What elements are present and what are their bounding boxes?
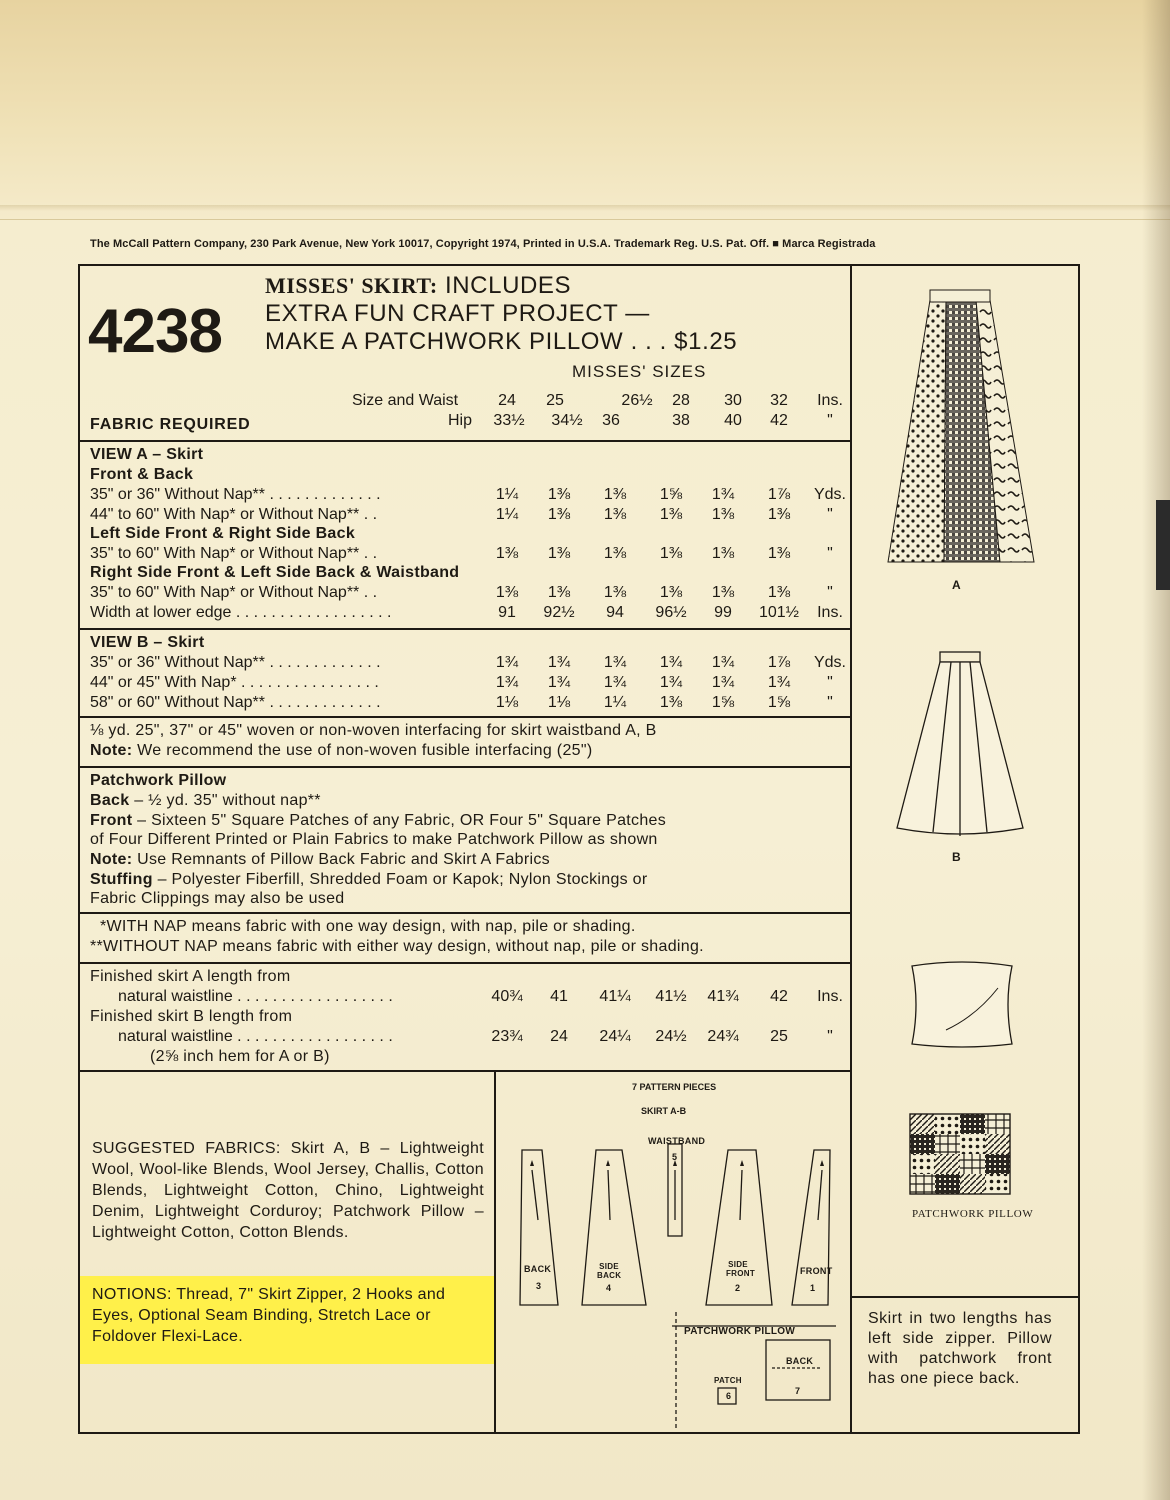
unit-cell: Ins.	[817, 988, 843, 1005]
table-cell: 41	[550, 988, 568, 1005]
unit-cell: "	[827, 584, 833, 601]
finished-b-row-label: natural waistline . . . . . . . . . . . . . . . . . .	[118, 1028, 393, 1045]
table-cell: 25	[770, 1028, 788, 1045]
width-row-label: Width at lower edge . . . . . . . . . . . . . . . . . .	[90, 604, 392, 621]
size-cell: 26½	[621, 392, 653, 409]
unit-cell: "	[827, 545, 833, 562]
view-b-heading: VIEW B – Skirt	[90, 634, 205, 651]
piece-side-front-2	[706, 1150, 772, 1305]
finished-a-line-1: Finished skirt A length from	[90, 968, 291, 985]
size-cell: 24	[498, 392, 516, 409]
title-line-3: MAKE A PATCHWORK PILLOW . . . $1.25	[265, 328, 738, 355]
interfacing-note	[90, 742, 592, 760]
skirt-pieces-label: SKIRT A-B	[641, 1106, 687, 1116]
table-cell: 41¾	[707, 988, 739, 1005]
unit-cell: Yds.	[813, 486, 846, 503]
section-rule	[80, 962, 850, 964]
piece-name: BACK	[524, 1264, 552, 1274]
pattern-number: 4238	[88, 297, 222, 366]
view-a-caption: A	[952, 578, 961, 592]
sizes-header: MISSES' SIZES	[572, 362, 707, 381]
fabric-required-heading: FABRIC REQUIRED	[90, 416, 251, 433]
view-a-sub-right-side: Right Side Front & Left Side Back & Waistband	[90, 564, 460, 581]
hip-label: Hip	[448, 412, 473, 429]
table-cell: 96½	[655, 604, 687, 621]
hip-cell: 36	[602, 412, 620, 429]
table-cell: 42	[770, 988, 788, 1005]
hip-row	[90, 412, 850, 432]
table-cell: 1¼	[603, 694, 627, 711]
table-cell: 1⅜	[711, 584, 735, 601]
title-includes: INCLUDES	[437, 272, 572, 299]
pillow-stuffing-line	[90, 871, 648, 889]
table-cell: 1⅜	[603, 506, 627, 523]
unit-cell: "	[827, 674, 833, 691]
table-cell: 23¾	[491, 1028, 523, 1045]
view-a-heading: VIEW A – Skirt	[90, 446, 204, 463]
view-a-row-label: 44" to 60" With Nap* or Without Nap** . .	[90, 506, 378, 523]
table-cell: 1⅝	[767, 694, 791, 711]
table-cell: 1¼	[495, 506, 519, 523]
pillow-back-line	[90, 792, 321, 810]
table-cell: 1¾	[495, 674, 519, 691]
table-cell: 1¾	[659, 674, 683, 691]
table-cell: 1¾	[711, 486, 735, 503]
table-cell: 1⅜	[767, 545, 791, 562]
section-rule	[80, 912, 850, 914]
pillow-heading: Patchwork Pillow	[90, 772, 227, 789]
table-cell: 1⅜	[659, 506, 683, 523]
table-cell: 1⅜	[603, 584, 627, 601]
table-cell: 1¾	[767, 674, 791, 691]
view-a-row	[90, 486, 850, 506]
table-cell: 1¾	[659, 654, 683, 671]
table-cell: 1⅞	[767, 654, 791, 671]
view-a-row	[90, 584, 850, 604]
title-line-2: EXTRA FUN CRAFT PROJECT —	[265, 300, 650, 327]
pillow-back-label: Back	[90, 792, 130, 809]
pillow-note-line	[90, 851, 550, 869]
suggested-fabrics: SUGGESTED FABRICS: Skirt A, B – Lightweight Wool, Wool-like Blends, Wool Jersey, Challis, Cotton Blends, Lightweight Cotton, Chino, Lightweight Denim, Lightweight Corduroy; Patchwork Pillow – Lightweight Cotton, Cotton Blends.	[92, 1140, 484, 1241]
table-cell: 1⅜	[547, 584, 571, 601]
finished-b-line-1: Finished skirt B length from	[90, 1008, 293, 1025]
table-cell: 1⅛	[495, 694, 519, 711]
table-cell: 1¼	[495, 486, 519, 503]
pillow-back-text: – ½ yd. 35" without nap**	[129, 792, 321, 809]
table-cell: 40¾	[491, 988, 523, 1005]
pillow-back-illustration	[906, 958, 1018, 1050]
view-b-skirt-illustration	[895, 650, 1025, 840]
note-text: We recommend the use of non-woven fusible interfacing (25")	[132, 742, 593, 759]
pillow-front-label: Front	[90, 812, 133, 829]
hip-cell: 40	[724, 412, 742, 429]
table-cell: 1¾	[711, 674, 735, 691]
piece-name: SIDE FRONT	[726, 1260, 756, 1278]
table-cell: 1⅜	[603, 545, 627, 562]
table-cell: 1¾	[547, 674, 571, 691]
table-cell: 1⅜	[547, 506, 571, 523]
width-row	[90, 604, 850, 624]
size-cell: 32	[770, 392, 788, 409]
note-label: Note:	[90, 742, 133, 759]
table-cell: 1⅜	[495, 545, 519, 562]
patch-number: 6	[726, 1391, 732, 1401]
patchwork-pillow-illustration	[904, 1108, 1016, 1200]
unit-cell: Yds.	[813, 654, 846, 671]
view-b-caption: B	[952, 850, 961, 864]
pillow-front-line-2: of Four Different Printed or Plain Fabrics to make Patchwork Pillow as shown	[90, 831, 658, 848]
view-a-row-label: 35" to 60" With Nap* or Without Nap** . .	[90, 545, 378, 562]
table-cell: 1⅜	[767, 584, 791, 601]
view-a-row	[90, 506, 850, 526]
unit-cell: "	[827, 412, 833, 429]
section-rule	[80, 766, 850, 768]
notions: NOTIONS: Thread, 7" Skirt Zipper, 2 Hooks and Eyes, Optional Seam Binding, Stretch Lace or Foldover Flexi-Lace.	[92, 1286, 446, 1345]
size-cell: 28	[672, 392, 690, 409]
piece-number: 1	[810, 1283, 816, 1293]
table-cell: 1¾	[547, 654, 571, 671]
table-cell: 1⅞	[767, 486, 791, 503]
finished-b-row	[90, 1028, 850, 1048]
finished-a-row	[90, 988, 850, 1008]
patch-label: PATCH	[714, 1376, 742, 1385]
table-cell: 1⅜	[659, 545, 683, 562]
table-cell: 91	[498, 604, 516, 621]
hip-cell: 42	[770, 412, 788, 429]
pattern-description: Skirt in two lengths has left side zipper. Pillow with patchwork front has one piece back.	[868, 1310, 1052, 1387]
table-cell: 1⅜	[603, 486, 627, 503]
table-cell: 41¼	[599, 988, 631, 1005]
table-cell: 1⅜	[659, 694, 683, 711]
divider-description	[850, 1296, 1080, 1298]
view-b-row	[90, 674, 850, 694]
table-cell: 1⅜	[711, 545, 735, 562]
unit-cell: Ins.	[817, 392, 843, 409]
section-rule	[80, 716, 850, 718]
envelope-flap	[0, 0, 1170, 220]
view-a-skirt-illustration	[880, 278, 1040, 568]
pillow-front-line	[90, 812, 666, 830]
table-cell: 1¾	[603, 654, 627, 671]
finished-a-row-label: natural waistline . . . . . . . . . . . . . . . . . .	[118, 988, 393, 1005]
view-b-row-label: 58" or 60" Without Nap** . . . . . . . . . . . . .	[90, 694, 381, 711]
table-cell: 1¾	[495, 654, 519, 671]
view-b-row-label: 35" or 36" Without Nap** . . . . . . . . . . . . .	[90, 654, 381, 671]
pattern-pieces-title: 7 PATTERN PIECES	[632, 1082, 717, 1092]
unit-cell: "	[827, 506, 833, 523]
hip-cell: 33½	[493, 412, 525, 429]
table-cell: 94	[606, 604, 624, 621]
table-cell: 1⅜	[495, 584, 519, 601]
table-cell: 1¾	[603, 674, 627, 691]
piece-number: 4	[606, 1283, 612, 1293]
piece-side-back-4	[582, 1150, 646, 1305]
piece-number: 3	[536, 1281, 542, 1291]
section-rule	[80, 440, 850, 442]
without-nap-note: **WITHOUT NAP means fabric with either way design, without nap, pile or shading.	[90, 938, 704, 955]
table-cell: 24	[550, 1028, 568, 1045]
piece-front-1	[792, 1150, 830, 1305]
size-cell: 25	[546, 392, 564, 409]
table-cell: 24½	[655, 1028, 687, 1045]
table-cell: 1⅜	[547, 486, 571, 503]
table-cell: 101½	[758, 604, 800, 621]
view-a-row	[90, 545, 850, 565]
pillow-front-text: – Sixteen 5" Square Patches of any Fabric, OR Four 5" Square Patches	[132, 812, 667, 829]
with-nap-note: *WITH NAP means fabric with one way design, with nap, pile or shading.	[100, 918, 636, 935]
waistband-label: WAISTBAND	[648, 1136, 706, 1146]
table-cell: 41½	[655, 988, 687, 1005]
size-waist-label: Size and Waist	[352, 392, 459, 409]
piece-name: FRONT	[800, 1266, 833, 1276]
table-cell: 1⅝	[711, 694, 735, 711]
view-a-sub-left-side: Left Side Front & Right Side Back	[90, 525, 356, 542]
piece-number: 5	[672, 1152, 678, 1162]
piece-name: SIDE BACK	[597, 1262, 622, 1280]
copyright-line: The McCall Pattern Company, 230 Park Avenue, New York 10017, Copyright 1974, Printed in U.S.A. Trademark Reg. U.S. Pat. Off. ■ Marca Registrada	[90, 238, 876, 250]
pattern-title	[265, 272, 737, 356]
section-rule	[80, 628, 850, 630]
table-cell: 24¼	[599, 1028, 631, 1045]
unit-cell: "	[827, 694, 833, 711]
table-cell: 1⅝	[659, 486, 683, 503]
pillow-stuffing-text: – Polyester Fiberfill, Shredded Foam or Kapok; Nylon Stockings or	[152, 871, 648, 888]
table-cell: 24¾	[707, 1028, 739, 1045]
table-cell: 1⅜	[711, 506, 735, 523]
view-b-row	[90, 654, 850, 674]
size-cell: 30	[724, 392, 742, 409]
table-cell: 1⅜	[659, 584, 683, 601]
table-cell: 92½	[543, 604, 575, 621]
table-cell: 1⅜	[547, 545, 571, 562]
pillow-stuffing-label: Stuffing	[90, 871, 153, 888]
table-cell: 1¾	[711, 654, 735, 671]
table-cell: 99	[714, 604, 732, 621]
pillow-note-label: Note:	[90, 851, 133, 868]
back-number: 7	[795, 1386, 801, 1396]
hip-cell: 38	[672, 412, 690, 429]
piece-number: 2	[735, 1283, 741, 1293]
back-label: BACK	[786, 1356, 814, 1366]
table-cell: 1⅜	[767, 506, 791, 523]
view-a-row-label: 35" to 60" With Nap* or Without Nap** . .	[90, 584, 378, 601]
interfacing-line: ⅛ yd. 25", 37" or 45" woven or non-woven interfacing for skirt waistband A, B	[90, 722, 657, 739]
pillow-note-text: Use Remnants of Pillow Back Fabric and Skirt A Fabrics	[132, 851, 550, 868]
view-b-row-label: 44" or 45" With Nap* . . . . . . . . . . . . . . . .	[90, 674, 379, 691]
patchwork-pillow-caption: PATCHWORK PILLOW	[912, 1208, 1034, 1220]
hem-note: (2⅝ inch hem for A or B)	[150, 1048, 330, 1065]
hip-cell: 34½	[551, 412, 583, 429]
unit-cell: Ins.	[817, 604, 843, 621]
table-cell: 1⅛	[547, 694, 571, 711]
view-b-row	[90, 694, 850, 714]
unit-cell: "	[827, 1028, 833, 1045]
divider-bottom-section	[78, 1070, 852, 1072]
divider-right-column	[850, 264, 852, 1434]
title-main: MISSES' SKIRT:	[265, 273, 438, 298]
fold-crease	[0, 205, 1170, 211]
pillow-stuffing-line-2: Fabric Clippings may also be used	[90, 890, 345, 907]
size-waist-row	[90, 392, 850, 412]
dark-tab	[1156, 500, 1170, 590]
envelope-edge-shadow	[1142, 0, 1170, 1500]
view-a-sub-front-back: Front & Back	[90, 466, 194, 483]
view-a-row-label: 35" or 36" Without Nap** . . . . . . . . . . . . .	[90, 486, 381, 503]
patchwork-pillow-pieces-label: PATCHWORK PILLOW	[684, 1326, 796, 1337]
